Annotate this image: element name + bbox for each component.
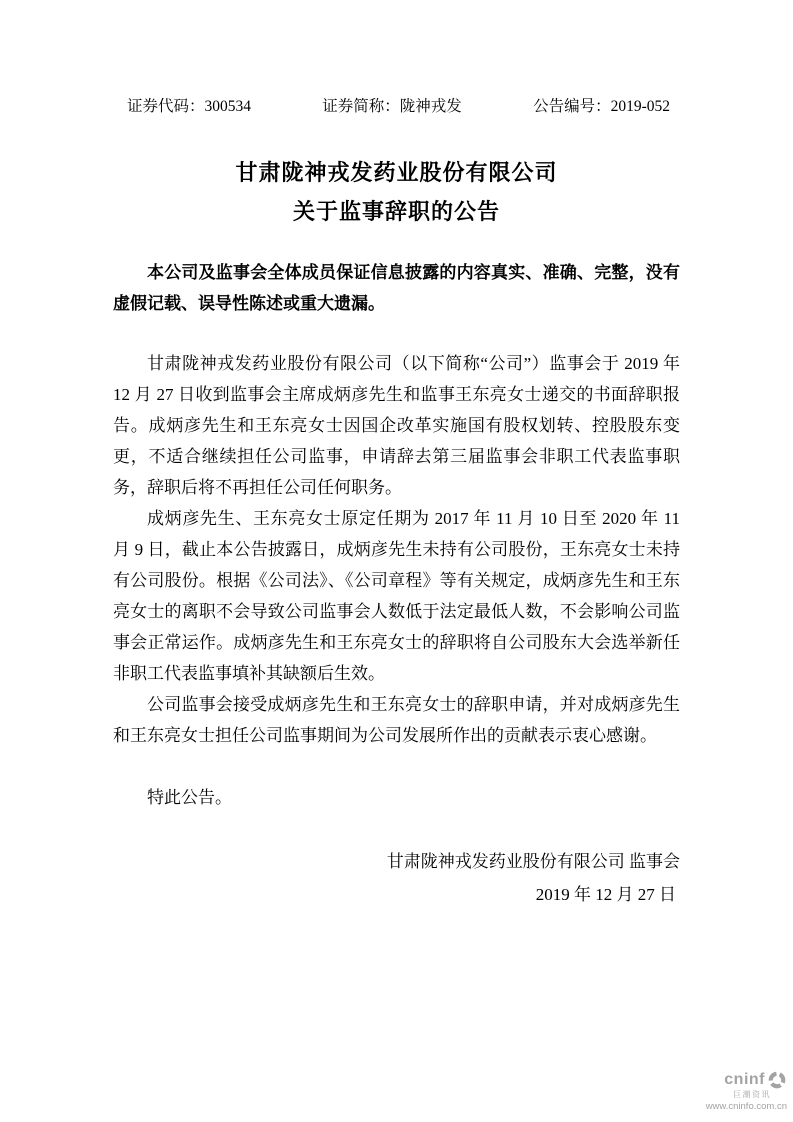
document-title — [113, 153, 680, 231]
stock-code: 证券代码：300534 — [127, 98, 252, 115]
cninfo-brand-row — [706, 1070, 787, 1090]
body-paragraph-resignation: 甘肃陇神戎发药业股份有限公司（以下简称“公司”）监事会于 2019 年 12 月 27 日收到监事会主席成炳彦先生和监事王东亮女士递交的书面辞职报告。成炳彦先生和王东亮女士因国企改革实施国有股权划转、控股股东变更，不适合继续担任公司监事，申请辞去第三届监事会非职工代表监事职务，辞职后将不再担任公司任何职务。 — [113, 354, 680, 497]
announcement-subject-title: 关于监事辞职的公告 — [292, 199, 500, 224]
signature-date: 2019 年 12 月 27 日 — [535, 885, 676, 904]
document-header — [113, 97, 680, 117]
disclaimer-paragraph: 本公司及监事会全体成员保证信息披露的内容真实、准确、完整，没有虚假记载、误导性陈述或重大遗漏。 — [113, 263, 680, 313]
signature-block — [113, 846, 680, 912]
closing-statement: 特此公告。 — [147, 788, 232, 807]
cninfo-brand-text: cninf — [724, 1071, 765, 1088]
cninfo-watermark — [706, 1070, 787, 1112]
announcement-number: 公告编号：2019-052 — [533, 98, 670, 115]
body-paragraph-gratitude: 公司监事会接受成炳彦先生和王东亮女士的辞职申请，并对成炳彦先生和王东亮女士担任公司监事期间为公司发展所作出的贡献表示衷心感谢。 — [113, 695, 680, 745]
cninfo-chinese-name: 巨潮资讯 — [733, 1090, 771, 1099]
signature-company: 甘肃陇神戎发药业股份有限公司 监事会 — [386, 852, 680, 871]
stock-short-name: 证券简称：陇神戎发 — [322, 98, 462, 115]
body-paragraph-term-shares: 成炳彦先生、王东亮女士原定任期为 2017 年 11 月 10 日至 2020 年 11 月 9 日，截止本公告披露日，成炳彦先生未持有公司股份，王东亮女士未持有公司股份。根据《公司法》、《公司章程》等有关规定，成炳彦先生和王东亮女士的离职不会导致公司监事会人数低于法定最低人数，不会影响公司监事会正常运作。成炳彦先生和王东亮女士的辞职将自公司股东大会选举新任非职工代表监事填补其缺额后生效。 — [113, 509, 680, 683]
cninfo-swirl-icon — [767, 1070, 787, 1090]
announcement-document — [113, 97, 680, 912]
cninfo-url: www.cninfo.com.cn — [705, 1101, 787, 1112]
company-name-title: 甘肃陇神戎发药业股份有限公司 — [235, 160, 558, 185]
